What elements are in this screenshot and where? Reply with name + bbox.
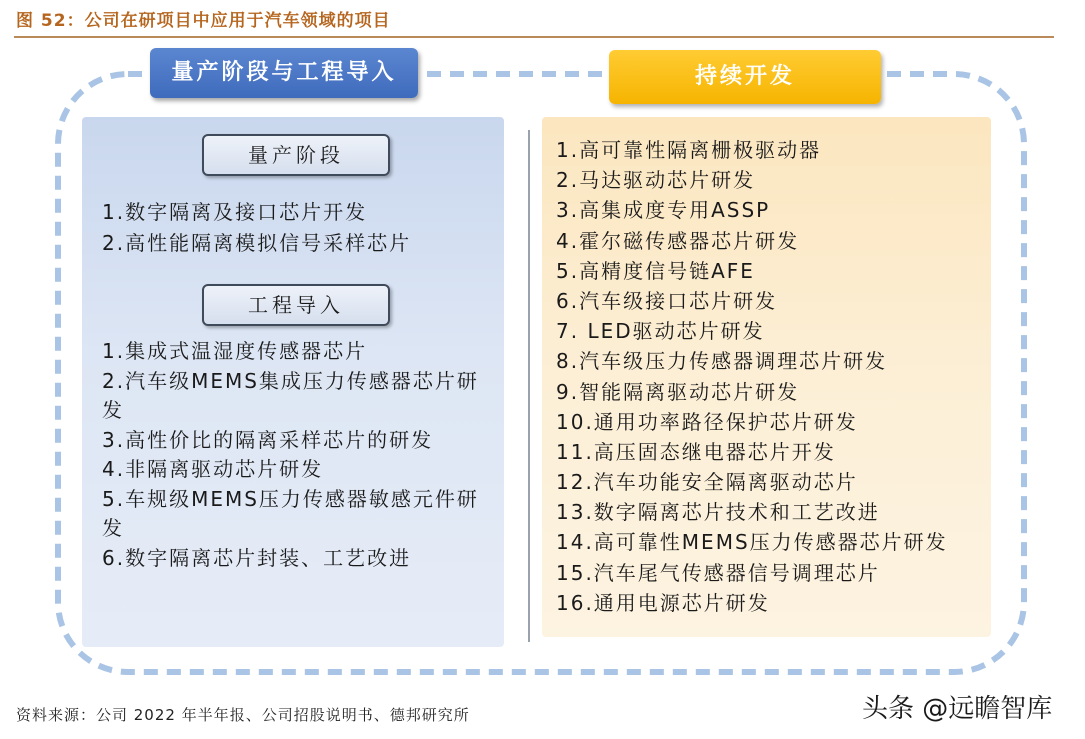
list-item: 3.高性价比的隔离采样芯片的研发 [102, 427, 434, 452]
list-item: 10.通用功率路径保护芯片研发 [556, 409, 858, 434]
list-item: 11.高压固态继电器芯片开发 [556, 439, 836, 464]
list-item: 9.智能隔离驱动芯片研发 [556, 379, 800, 404]
list-item: 5.高精度信号链AFE [556, 258, 755, 283]
source-note: 资料来源：公司 2022 年半年报、公司招股说明书、德邦研究所 [16, 706, 470, 724]
mass-production-list [102, 197, 411, 259]
list-item: 16.通用电源芯片研发 [556, 590, 770, 615]
list-item: 15.汽车尾气传感器信号调理芯片 [556, 560, 880, 585]
list-item: 4.霍尔磁传感器芯片研发 [556, 228, 800, 253]
subhead-mass-production: 量产阶段 [202, 134, 390, 176]
list-item: 12.汽车功能安全隔离驱动芯片 [556, 470, 858, 495]
list-item: 6.数字隔离芯片封装、工艺改进 [102, 545, 412, 570]
list-item: 3.高集成度专用ASSP [556, 198, 771, 223]
engineering-import-list [102, 337, 494, 573]
list-item: 13.数字隔离芯片技术和工艺改进 [556, 500, 880, 525]
list-item: 4.非隔离驱动芯片研发 [102, 457, 324, 481]
list-item: 2.马达驱动芯片研发 [556, 168, 756, 193]
watermark: 头条 @远瞻智库 [862, 694, 1053, 724]
tab-mass-production-and-engineering: 量产阶段与工程导入 [150, 48, 418, 98]
continuous-development-list [556, 135, 948, 618]
list-item: 7. LED驱动芯片研发 [556, 319, 765, 344]
list-item: 1.高可靠性隔离栅极驱动器 [556, 138, 822, 162]
figure-title: 图 52：公司在研项目中应用于汽车领域的项目 [16, 11, 391, 31]
list-item: 6.汽车级接口芯片研发 [556, 288, 778, 313]
list-item: 2.汽车级MEMS集成压力传感器芯片研发 [102, 368, 479, 422]
list-item: 8.汽车级压力传感器调理芯片研发 [556, 349, 888, 374]
tab-continuous-development: 持续开发 [609, 50, 881, 104]
list-item: 1.集成式温湿度传感器芯片 [102, 339, 368, 363]
list-item: 1.数字隔离及接口芯片开发 [102, 200, 368, 224]
column-divider [528, 130, 530, 642]
list-item: 2.高性能隔离模拟信号采样芯片 [102, 231, 412, 255]
list-item: 14.高可靠性MEMS压力传感器芯片研发 [556, 530, 948, 555]
subhead-engineering-import: 工程导入 [202, 284, 390, 326]
list-item: 5.车规级MEMS压力传感器敏感元件研发 [102, 486, 479, 540]
